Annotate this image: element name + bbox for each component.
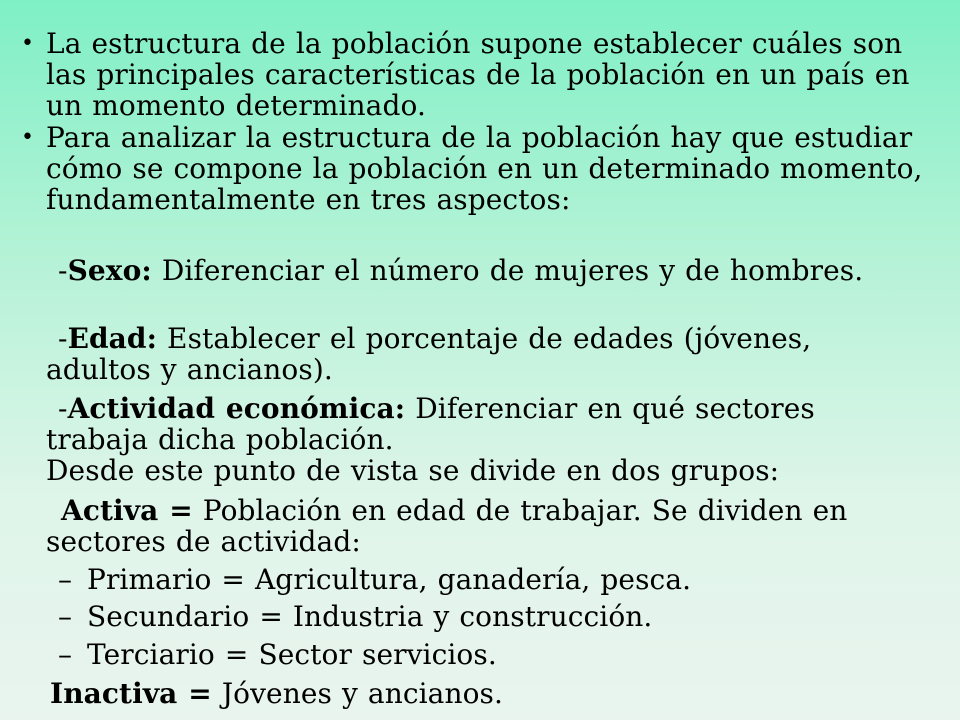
- aspect-prefix: -: [58, 322, 68, 355]
- sector-text: Secundario = Industria y construcción.: [87, 600, 653, 633]
- aspect-economic-activity: [46, 393, 926, 455]
- groups-intro: [46, 455, 926, 486]
- sector-primary: [46, 564, 926, 596]
- aspect-label: Edad:: [67, 322, 158, 355]
- inactive-group: [46, 678, 926, 709]
- bullet-icon: •: [21, 31, 35, 56]
- sector-secondary: [46, 601, 926, 633]
- active-group: [46, 495, 926, 557]
- active-label: Activa =: [61, 494, 193, 527]
- aspect-sex: [46, 255, 926, 286]
- aspect-text: Diferenciar en qué sectores trabaja dicha población.: [46, 392, 815, 456]
- active-text: Población en edad de trabajar. Se dividen en sectores de actividad:: [46, 494, 848, 558]
- paragraph-text: La estructura de la población supone establecer cuáles son las principales características de la población en un país en un momento determinado.: [46, 27, 910, 122]
- aspect-label: Sexo:: [67, 254, 152, 287]
- inactive-text: Jóvenes y ancianos.: [211, 677, 504, 710]
- aspect-text: Diferenciar el número de mujeres y de hombres.: [151, 254, 864, 287]
- dash-icon: –: [58, 600, 73, 633]
- bullet-icon: •: [21, 125, 35, 150]
- bullet-paragraph-structure: [21, 27, 926, 122]
- aspect-age: [46, 323, 926, 385]
- inactive-label: Inactiva =: [50, 677, 212, 710]
- dash-icon: –: [58, 638, 73, 671]
- aspect-text: Establecer el porcentaje de edades (jóvenes, adultos y ancianos).: [46, 322, 812, 386]
- dash-icon: –: [58, 563, 73, 596]
- aspect-prefix: -: [58, 254, 68, 287]
- sector-text: Terciario = Sector servicios.: [87, 638, 497, 671]
- aspect-label: Actividad económica:: [67, 392, 406, 425]
- groups-intro-text: Desde este punto de vista se divide en dos grupos:: [46, 454, 780, 487]
- bullet-paragraph-analysis: [21, 121, 926, 216]
- paragraph-text: Para analizar la estructura de la población hay que estudiar cómo se compone la población en un determinado momento, fundamentalmente en tres aspectos:: [46, 121, 923, 216]
- sector-tertiary: [46, 639, 926, 671]
- aspect-prefix: -: [58, 392, 68, 425]
- sector-text: Primario = Agricultura, ganadería, pesca.: [87, 563, 692, 596]
